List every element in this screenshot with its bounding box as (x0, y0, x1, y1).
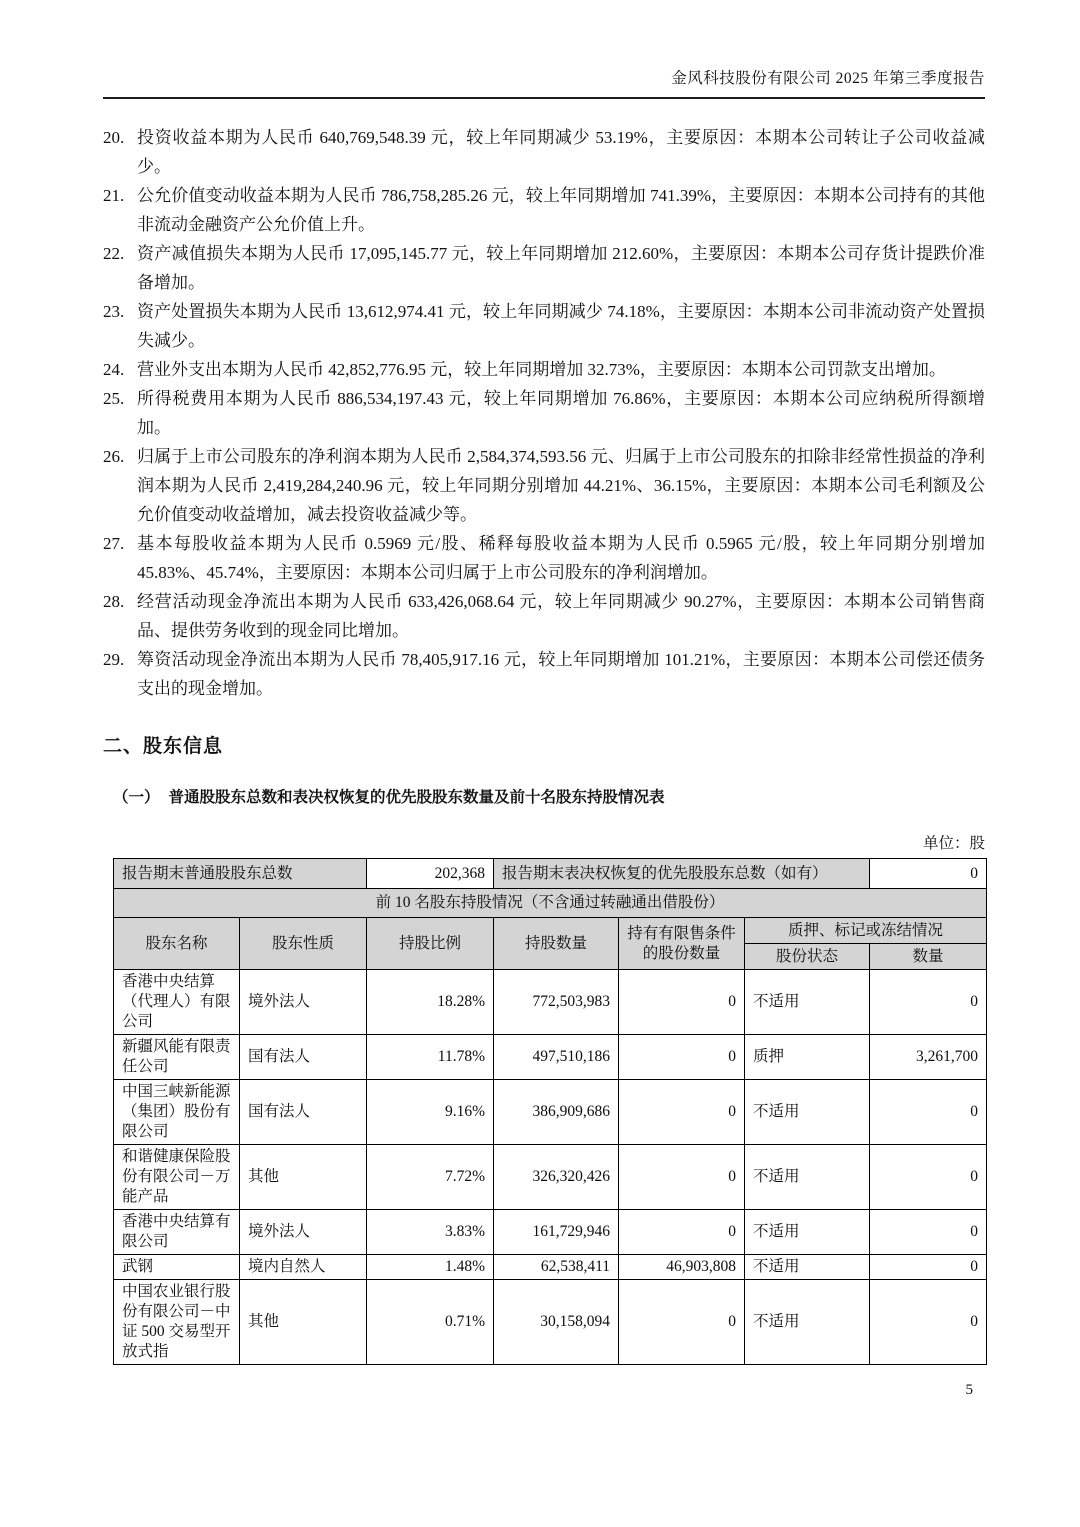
item-text: 经营活动现金净流出本期为人民币 633,426,068.64 元，较上年同期减少 90.27%，主要原因：本期本公司销售商品、提供劳务收到的现金同比增加。 (137, 592, 985, 640)
shareholder-name: 和谐健康保险股份有限公司－万能产品 (114, 1145, 240, 1210)
shareholder-nature: 其他 (240, 1145, 367, 1210)
common-shareholders-total-label: 报告期末普通股股东总数 (114, 859, 367, 889)
share-status: 不适用 (745, 1280, 870, 1365)
list-item (103, 384, 985, 442)
shareholder-nature: 国有法人 (240, 1035, 367, 1080)
list-item (103, 181, 985, 239)
restricted-shares: 46,903,808 (619, 1255, 745, 1280)
holding-ratio: 7.72% (367, 1145, 494, 1210)
item-number: 21. (103, 186, 125, 205)
document-header-title: 金风科技股份有限公司 2025 年第三季度报告 (103, 66, 985, 99)
restricted-shares: 0 (619, 970, 745, 1035)
restricted-shares: 0 (619, 1280, 745, 1365)
col-header-nature: 股东性质 (240, 918, 367, 970)
shareholder-name: 中国三峡新能源（集团）股份有限公司 (114, 1080, 240, 1145)
holding-count: 326,320,426 (494, 1145, 619, 1210)
pledge-quantity: 0 (870, 1145, 987, 1210)
shareholder-nature: 境外法人 (240, 1210, 367, 1255)
shareholders-table (113, 858, 987, 1365)
share-status: 不适用 (745, 1255, 870, 1280)
col-header-name: 股东名称 (114, 918, 240, 970)
item-text: 投资收益本期为人民币 640,769,548.39 元，较上年同期减少 53.19%，主要原因：本期本公司转让子公司收益减少。 (137, 128, 985, 176)
holding-ratio: 18.28% (367, 970, 494, 1035)
item-text: 资产减值损失本期为人民币 17,095,145.77 元，较上年同期增加 212.60%，主要原因：本期本公司存货计提跌价准备增加。 (137, 244, 985, 292)
col-header-pledge-qty: 数量 (870, 944, 987, 970)
item-number: 26. (103, 447, 125, 466)
holding-count: 62,538,411 (494, 1255, 619, 1280)
table-row (114, 970, 987, 1035)
list-item (103, 355, 985, 384)
share-status: 不适用 (745, 970, 870, 1035)
list-item (103, 123, 985, 181)
notes-list (103, 123, 985, 703)
item-number: 29. (103, 650, 125, 669)
shareholder-nature: 国有法人 (240, 1080, 367, 1145)
table-row (114, 1210, 987, 1255)
table-row (114, 1080, 987, 1145)
pledge-quantity: 3,261,700 (870, 1035, 987, 1080)
holding-count: 161,729,946 (494, 1210, 619, 1255)
subsection-heading (113, 785, 985, 807)
pledge-quantity: 0 (870, 1280, 987, 1365)
list-item (103, 587, 985, 645)
share-status: 不适用 (745, 1080, 870, 1145)
shareholder-name: 中国农业银行股份有限公司－中证 500 交易型开放式指 (114, 1280, 240, 1365)
share-status: 不适用 (745, 1145, 870, 1210)
col-header-pledge-group: 质押、标记或冻结情况 (745, 918, 987, 944)
restricted-shares: 0 (619, 1035, 745, 1080)
item-number: 25. (103, 389, 125, 408)
holding-ratio: 11.78% (367, 1035, 494, 1080)
col-header-restricted: 持有有限售条件的股份数量 (619, 918, 745, 970)
item-number: 23. (103, 302, 125, 321)
col-header-pledge-status: 股份状态 (745, 944, 870, 970)
list-item (103, 529, 985, 587)
col-header-count: 持股数量 (494, 918, 619, 970)
item-number: 20. (103, 128, 125, 147)
restricted-shares: 0 (619, 1080, 745, 1145)
pledge-quantity: 0 (870, 1255, 987, 1280)
col-header-ratio: 持股比例 (367, 918, 494, 970)
list-item (103, 239, 985, 297)
holding-count: 772,503,983 (494, 970, 619, 1035)
share-status: 质押 (745, 1035, 870, 1080)
pledge-quantity: 0 (870, 1080, 987, 1145)
page-number: 5 (965, 1382, 973, 1398)
item-number: 28. (103, 592, 125, 611)
shareholder-nature: 境内自然人 (240, 1255, 367, 1280)
table-row (114, 1255, 987, 1280)
holding-ratio: 1.48% (367, 1255, 494, 1280)
list-item (103, 297, 985, 355)
shareholder-name: 新疆风能有限责任公司 (114, 1035, 240, 1080)
shareholder-nature: 境外法人 (240, 970, 367, 1035)
preferred-shareholders-total-label: 报告期末表决权恢复的优先股股东总数（如有） (494, 859, 870, 889)
shareholder-name: 香港中央结算（代理人）有限公司 (114, 970, 240, 1035)
item-text: 基本每股收益本期为人民币 0.5969 元/股、稀释每股收益本期为人民币 0.5965 元/股，较上年同期分别增加 45.83%、45.74%，主要原因：本期本公司归属于上市公司股东的净利润增加。 (137, 534, 985, 582)
holding-ratio: 0.71% (367, 1280, 494, 1365)
item-text: 归属于上市公司股东的净利润本期为人民币 2,584,374,593.56 元、归属于上市公司股东的扣除非经常性损益的净利润本期为人民币 2,419,284,240.96 元，较上年同期分别增加 44.21%、36.15%，主要原因：本期本公司毛利额及公允价值变动收益增加，减去投资收益减少等。 (137, 447, 985, 524)
item-text: 所得税费用本期为人民币 886,534,197.43 元，较上年同期增加 76.86%，主要原因：本期本公司应纳税所得额增加。 (137, 389, 985, 437)
table-header-row (114, 918, 987, 944)
table-row (114, 1145, 987, 1210)
section-heading-shareholder-info: 二、股东信息 (103, 736, 224, 757)
holding-count: 386,909,686 (494, 1080, 619, 1145)
subsection-number: （一） (113, 789, 160, 806)
item-text: 公允价值变动收益本期为人民币 786,758,285.26 元，较上年同期增加 741.39%，主要原因：本期本公司持有的其他非流动金融资产公允价值上升。 (137, 186, 985, 234)
item-number: 22. (103, 244, 125, 263)
item-text: 资产处置损失本期为人民币 13,612,974.41 元，较上年同期减少 74.18%，主要原因：本期本公司非流动资产处置损失减少。 (137, 302, 985, 350)
table-row (114, 1035, 987, 1080)
totals-row (114, 859, 987, 889)
item-number: 24. (103, 360, 125, 379)
list-item (103, 645, 985, 703)
subsection-title: 普通股股东总数和表决权恢复的优先股股东数量及前十名股东持股情况表 (168, 789, 665, 806)
restricted-shares: 0 (619, 1210, 745, 1255)
top10-banner: 前 10 名股东持股情况（不含通过转融通出借股份） (114, 889, 987, 918)
shareholder-nature: 其他 (240, 1280, 367, 1365)
common-shareholders-total-value: 202,368 (367, 859, 494, 889)
table-row (114, 1280, 987, 1365)
shareholder-name: 武钢 (114, 1255, 240, 1280)
holding-count: 497,510,186 (494, 1035, 619, 1080)
restricted-shares: 0 (619, 1145, 745, 1210)
item-number: 27. (103, 534, 125, 553)
item-text: 营业外支出本期为人民币 42,852,776.95 元，较上年同期增加 32.73%，主要原因：本期本公司罚款支出增加。 (137, 360, 946, 379)
item-text: 筹资活动现金净流出本期为人民币 78,405,917.16 元，较上年同期增加 101.21%，主要原因：本期本公司偿还债务支出的现金增加。 (137, 650, 985, 698)
preferred-shareholders-total-value: 0 (870, 859, 987, 889)
top10-banner-row (114, 889, 987, 918)
holding-count: 30,158,094 (494, 1280, 619, 1365)
unit-label: 单位：股 (922, 835, 985, 852)
holding-ratio: 3.83% (367, 1210, 494, 1255)
pledge-quantity: 0 (870, 1210, 987, 1255)
pledge-quantity: 0 (870, 970, 987, 1035)
holding-ratio: 9.16% (367, 1080, 494, 1145)
list-item (103, 442, 985, 529)
share-status: 不适用 (745, 1210, 870, 1255)
shareholder-name: 香港中央结算有限公司 (114, 1210, 240, 1255)
